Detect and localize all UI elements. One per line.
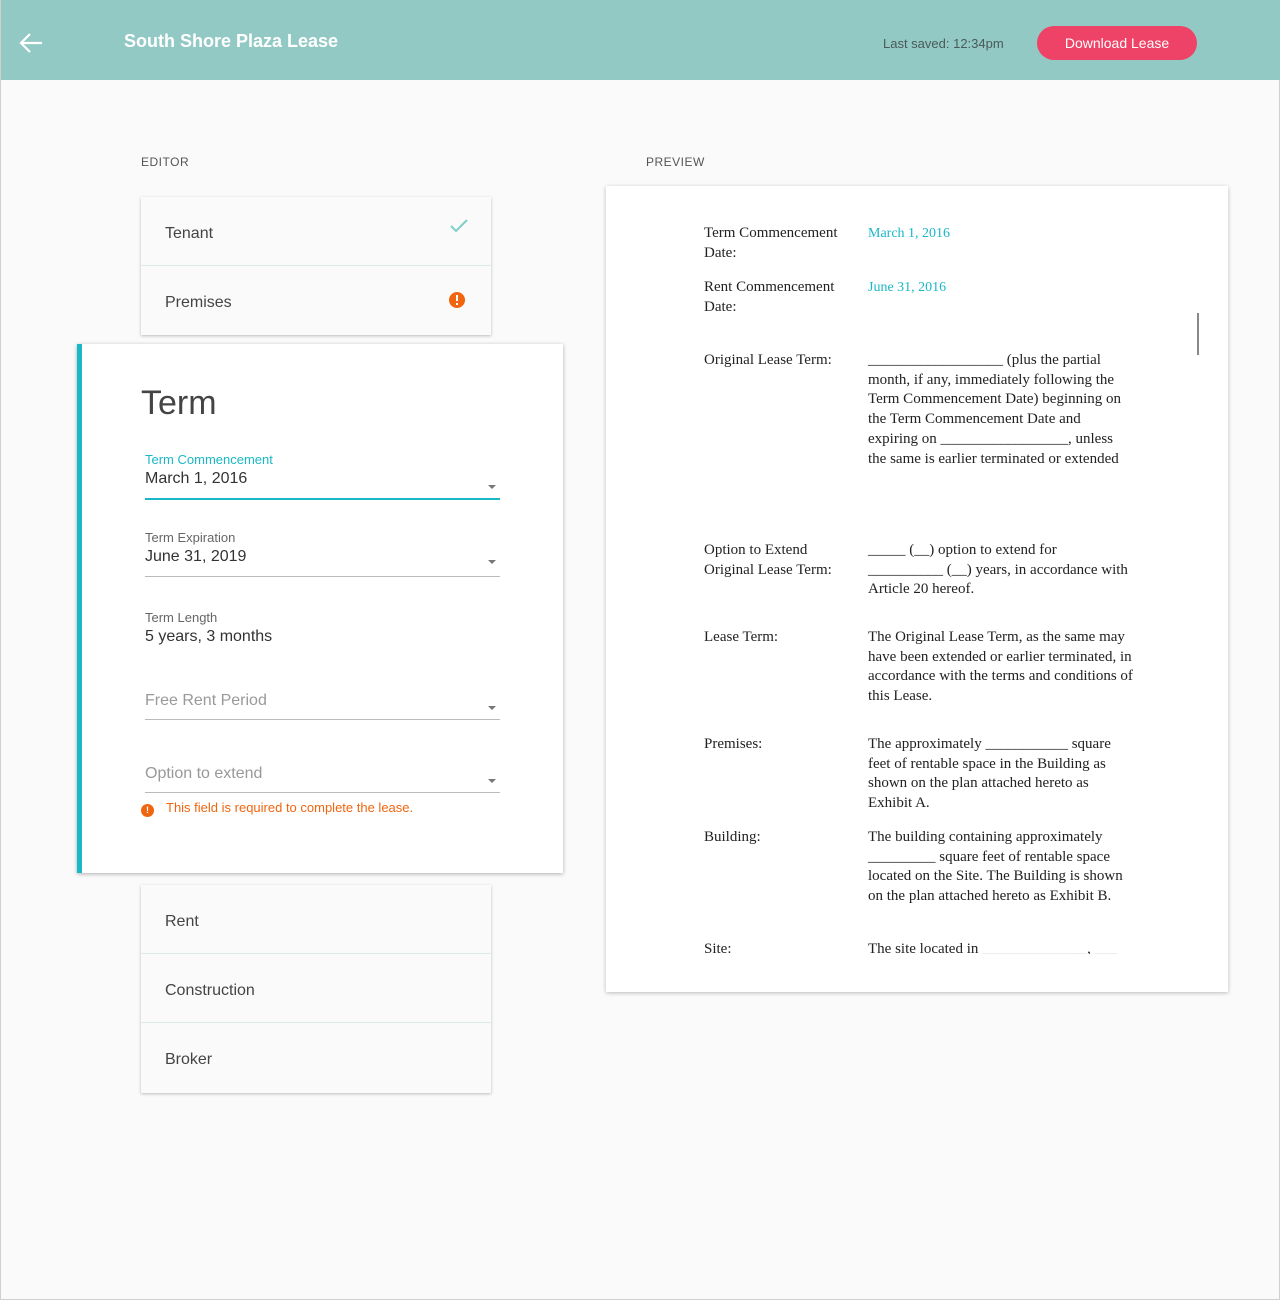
section-item-label: Broker xyxy=(165,1051,213,1068)
term-commencement-value: March 1, 2016 xyxy=(145,470,248,487)
section-item-label: Premises xyxy=(165,294,232,311)
option-to-extend-select[interactable] xyxy=(145,765,500,795)
last-saved-status: Last saved: 12:34pm xyxy=(883,36,1004,51)
section-item-rent[interactable] xyxy=(141,885,491,954)
section-item-label: Tenant xyxy=(165,225,214,242)
alert-icon xyxy=(448,291,466,309)
section-item-tenant[interactable] xyxy=(141,197,491,266)
top-app-bar xyxy=(1,0,1280,80)
free-rent-period-select[interactable] xyxy=(145,692,500,722)
preview-section-label: PREVIEW xyxy=(646,155,705,169)
page-title: South Shore Plaza Lease xyxy=(124,31,339,51)
term-expiration-label: Term Expiration xyxy=(145,530,236,545)
editor-sections-top xyxy=(141,197,491,335)
chevron-down-icon xyxy=(488,706,496,710)
back-arrow-icon[interactable] xyxy=(17,28,47,58)
lease-document xyxy=(606,186,1228,954)
term-editor-card xyxy=(77,344,563,873)
section-item-label: Rent xyxy=(165,913,199,930)
field-underline xyxy=(145,719,500,720)
term-commencement-label: Term Commencement xyxy=(145,452,273,467)
doc-definition: The building containing approximately _________ square feet of rentable space located on the Site. The Building is shown on the plan attached hereto as Exhibit B. xyxy=(868,829,1123,905)
preview-scrollbar[interactable] xyxy=(1197,313,1199,355)
doc-definition: March 1, 2016 xyxy=(868,226,951,241)
doc-definition: The site located in ______________, ___ xyxy=(868,941,1118,954)
section-item-premises[interactable] xyxy=(141,266,491,335)
doc-definition: _____ (__) option to extend for __________ (__) years, in accordance with Article 20 hereof. xyxy=(868,542,1128,598)
alert-icon: ! xyxy=(141,804,154,817)
section-item-broker[interactable] xyxy=(141,1023,491,1092)
field-error-message xyxy=(141,800,413,817)
doc-definition: __________________ (plus the partial month, if any, immediately following the Term Commencement Date) beginning on the Term Commencement Date and expiring on _________________, unless the same is earlier terminated or extended xyxy=(868,352,1122,467)
term-card-title: Term xyxy=(141,384,217,422)
doc-term: Term Commencement Date: xyxy=(704,225,838,261)
term-expiration-select[interactable] xyxy=(145,530,500,578)
doc-definition: The approximately ___________ square feet of rentable space in the Building as shown on the plan attached hereto as Exhibit A. xyxy=(868,736,1111,812)
option-to-extend-placeholder: Option to extend xyxy=(145,765,263,782)
term-length-display xyxy=(145,610,500,654)
check-icon xyxy=(449,217,467,235)
doc-term: Rent Commencement Date: xyxy=(704,279,835,315)
download-lease-button[interactable]: Download Lease xyxy=(1037,26,1197,60)
term-expiration-value: June 31, 2019 xyxy=(145,548,247,565)
doc-term: Original Lease Term: xyxy=(704,352,832,368)
field-error-text: This field is required to complete the lease. xyxy=(166,800,414,815)
term-commencement-select[interactable] xyxy=(145,452,500,500)
doc-term: Lease Term: xyxy=(704,629,779,645)
editor-sections-bottom xyxy=(141,885,491,1093)
doc-term: Building: xyxy=(704,829,761,845)
doc-definition: June 31, 2016 xyxy=(868,280,947,295)
lease-preview-panel[interactable] xyxy=(606,186,1228,992)
section-item-label: Construction xyxy=(165,982,255,999)
field-underline xyxy=(145,576,500,577)
field-underline xyxy=(145,498,500,500)
term-length-value: 5 years, 3 months xyxy=(145,628,273,645)
free-rent-period-placeholder: Free Rent Period xyxy=(145,692,267,709)
chevron-down-icon xyxy=(488,485,496,489)
doc-definition: The Original Lease Term, as the same may have been extended or earlier terminated, in accordance with the terms and conditions of this Lease. xyxy=(868,629,1133,705)
chevron-down-icon xyxy=(488,779,496,783)
doc-term: Premises: xyxy=(704,736,763,752)
doc-term: Site: xyxy=(704,941,732,954)
doc-term: Option to Extend Original Lease Term: xyxy=(704,542,832,578)
editor-section-label: EDITOR xyxy=(141,155,190,169)
term-length-label: Term Length xyxy=(145,610,218,625)
field-underline xyxy=(145,792,500,793)
section-item-construction[interactable] xyxy=(141,954,491,1023)
chevron-down-icon xyxy=(488,560,496,564)
